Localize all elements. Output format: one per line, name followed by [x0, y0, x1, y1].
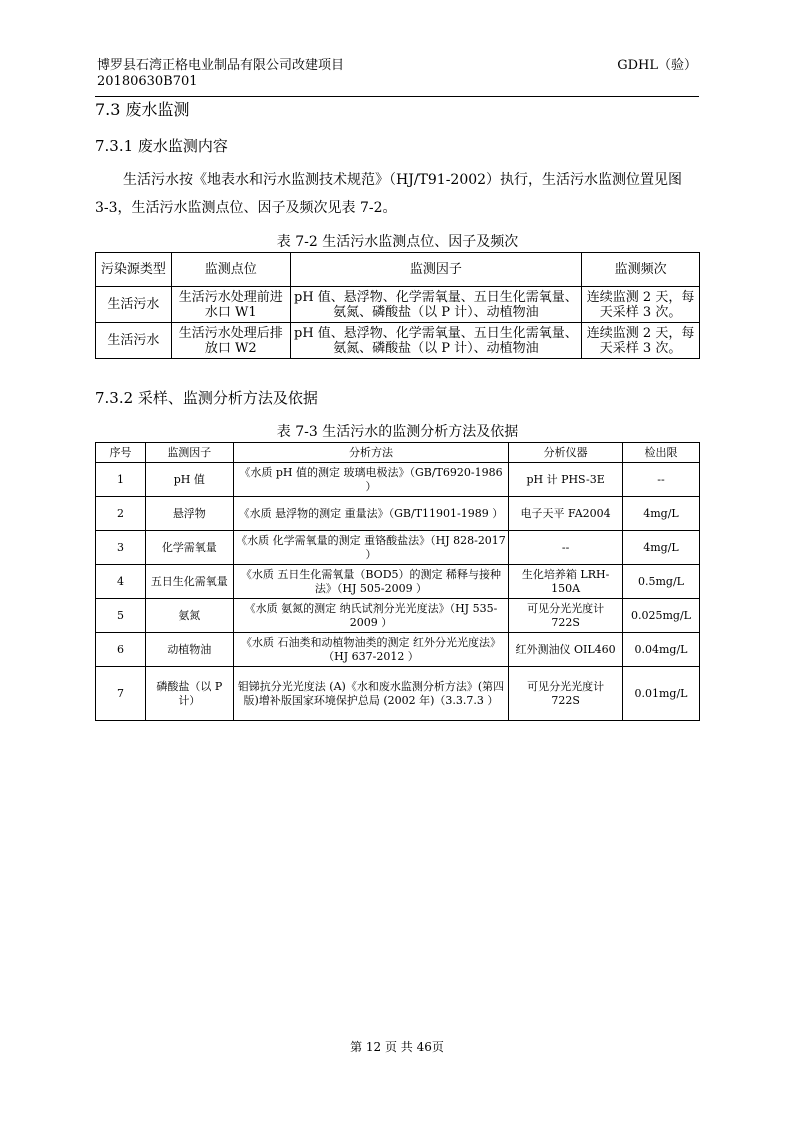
table-cell: pH 计 PHS-3E [509, 463, 623, 497]
table-cell: pH 值 [145, 463, 233, 497]
table-row [96, 287, 700, 323]
table-7-2-caption: 表 7-2 生活污水监测点位、因子及频次 [276, 234, 519, 250]
table-cell: 化学需氧量 [145, 531, 233, 565]
table-cell: 4mg/L [623, 531, 700, 565]
table-cell: 4mg/L [623, 497, 700, 531]
subsection-title-methods: 7.3.2 采样、监测分析方法及依据 [95, 389, 318, 407]
table-row [96, 599, 700, 633]
table-row [96, 497, 700, 531]
section-title: 7.3 废水监测 [95, 100, 190, 119]
table-row [96, 565, 700, 599]
table-cell: -- [509, 531, 623, 565]
table-cell: 生活污水 [96, 323, 172, 359]
table-cell: 《水质 悬浮物的测定 重量法》（GB/T11901-1989 ） [233, 497, 508, 531]
header-cell: 监测点位 [171, 253, 290, 287]
table-cell: 《水质 pH 值的测定 玻璃电极法》（GB/T6920-1986 ） [233, 463, 508, 497]
table-cell: 4 [96, 565, 146, 599]
table-cell: 氨氮 [145, 599, 233, 633]
table-cell: 《水质 石油类和动植物油类的测定 红外分光光度法》（HJ 637-2012 ） [233, 633, 508, 667]
table-7-2 [95, 252, 700, 359]
header-cell: 分析仪器 [509, 443, 623, 463]
table-cell: 生化培养箱 LRH-150A [509, 565, 623, 599]
header-cell: 分析方法 [233, 443, 508, 463]
table-cell: 电子天平 FA2004 [509, 497, 623, 531]
table-row [96, 667, 700, 721]
table-cell: 钼锑抗分光光度法 (A)《水和废水监测分析方法》(第四版)增补版国家环境保护总局 (2002 年)（3.3.7.3 ） [233, 667, 508, 721]
table-cell: 五日生化需氧量 [145, 565, 233, 599]
header-cell: 污染源类型 [96, 253, 172, 287]
header-code: GDHL（验） [617, 58, 697, 73]
page-number: 第 12 页 共 46页 [350, 1040, 444, 1054]
header-cell: 检出限 [623, 443, 700, 463]
header-cell: 监测因子 [290, 253, 581, 287]
table-header-row [96, 443, 700, 463]
table-cell: 红外测油仪 OIL460 [509, 633, 623, 667]
table-cell: 3 [96, 531, 146, 565]
header-cell: 监测频次 [582, 253, 700, 287]
table-cell: 生活污水 [96, 287, 172, 323]
table-cell: pH 值、悬浮物、化学需氧量、五日生化需氧量、氨氮、磷酸盐（以 P 计）、动植物油 [290, 323, 581, 359]
report-number: 20180630B701 [97, 74, 198, 89]
subsection-title-monitoring-content: 7.3.1 废水监测内容 [95, 137, 228, 155]
table-cell: 0.01mg/L [623, 667, 700, 721]
table-cell: 连续监测 2 天，每天采样 3 次。 [582, 287, 700, 323]
header-cell: 监测因子 [145, 443, 233, 463]
table-cell: 0.5mg/L [623, 565, 700, 599]
table-cell: 5 [96, 599, 146, 633]
table-cell: 生活污水处理前进水口 W1 [171, 287, 290, 323]
project-name: 博罗县石湾正格电业制品有限公司改建项目 [97, 58, 345, 73]
table-7-3 [95, 442, 700, 721]
table-7-3-caption: 表 7-3 生活污水的监测分析方法及依据 [276, 424, 519, 440]
table-cell: 《水质 五日生化需氧量（BOD5）的测定 稀释与接种法》（HJ 505-2009 ） [233, 565, 508, 599]
body-paragraph: 生活污水按《地表水和污水监测技术规范》（HJ/T91-2002）执行，生活污水监测位置见图 3-3，生活污水监测点位、因子及频次见表 7-2。 [95, 172, 683, 216]
table-row [96, 463, 700, 497]
table-cell: 7 [96, 667, 146, 721]
table-header-row [96, 253, 700, 287]
page-header-left [97, 58, 344, 90]
table-cell: 1 [96, 463, 146, 497]
table-cell: 磷酸盐（以 P 计） [145, 667, 233, 721]
table-cell: 0.025mg/L [623, 599, 700, 633]
table-cell: pH 值、悬浮物、化学需氧量、五日生化需氧量、氨氮、磷酸盐（以 P 计）、动植物油 [290, 287, 581, 323]
table-cell: 悬浮物 [145, 497, 233, 531]
table-cell: 《水质 氨氮的测定 纳氏试剂分光光度法》（HJ 535-2009 ） [233, 599, 508, 633]
table-cell: 可见分光光度计 722S [509, 599, 623, 633]
table-cell: 《水质 化学需氧量的测定 重铬酸盐法》（HJ 828-2017 ） [233, 531, 508, 565]
table-cell: 动植物油 [145, 633, 233, 667]
table-cell: 6 [96, 633, 146, 667]
header-rule [95, 96, 699, 97]
table-row [96, 531, 700, 565]
table-cell: 连续监测 2 天，每天采样 3 次。 [582, 323, 700, 359]
table-cell: 可见分光光度计 722S [509, 667, 623, 721]
table-row [96, 633, 700, 667]
table-cell: 生活污水处理后排放口 W2 [171, 323, 290, 359]
table-cell: 0.04mg/L [623, 633, 700, 667]
table-cell: 2 [96, 497, 146, 531]
table-row [96, 323, 700, 359]
header-cell: 序号 [96, 443, 146, 463]
table-cell: -- [623, 463, 700, 497]
